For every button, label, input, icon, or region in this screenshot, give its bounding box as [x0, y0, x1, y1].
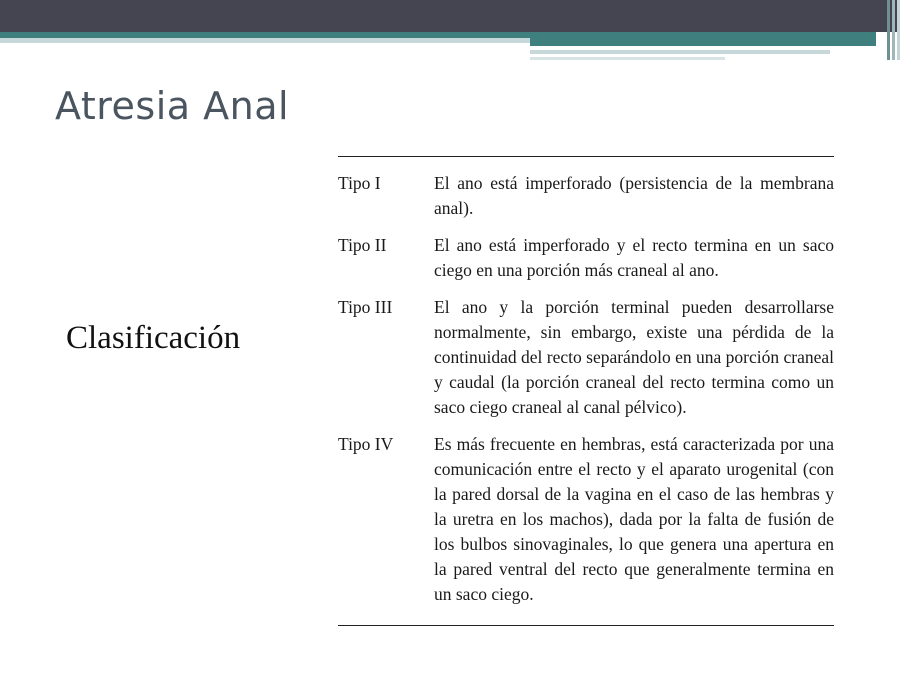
table-row [338, 157, 834, 234]
type-cell: Tipo IV [338, 434, 394, 454]
type-cell: Tipo II [338, 235, 387, 255]
table-row [338, 295, 834, 432]
classification-label: Clasificación [66, 320, 241, 356]
type-cell: Tipo III [338, 297, 393, 317]
description-cell: El ano y la porción terminal pueden desarrollarse normalmente, sin embargo, existe una pérdida de la continuidad del recto separándolo en una porción craneal y caudal (la porción craneal del recto termina como un saco ciego craneal al canal pélvico). [434, 297, 834, 417]
header-stripe [0, 38, 530, 43]
slide-title: Atresia Anal [55, 84, 290, 128]
description-cell: Es más frecuente en hembras, está caracterizada por una comunicación entre el recto y el aparato urogenital (con la pared dorsal de la vagina en el caso de las hembras y la uretra en los machos), dada por la falta de fusión de los bulbos sinovaginales, lo que genera una apertura en la pared ventral del recto que generalmente termina en un saco ciego. [434, 434, 834, 604]
header-stripe [530, 32, 876, 46]
header-band [0, 0, 900, 32]
description-cell: El ano está imperforado y el recto termina en un saco ciego en una porción más craneal al ano. [434, 235, 834, 280]
classification-table [338, 156, 834, 626]
description-cell: El ano está imperforado (persistencia de la membrana anal). [434, 173, 834, 218]
header-edge-bars [876, 0, 900, 60]
header-stripe [530, 57, 725, 60]
table-row [338, 432, 834, 626]
header-stripe [530, 50, 830, 54]
type-cell: Tipo I [338, 173, 381, 193]
table-row [338, 233, 834, 295]
